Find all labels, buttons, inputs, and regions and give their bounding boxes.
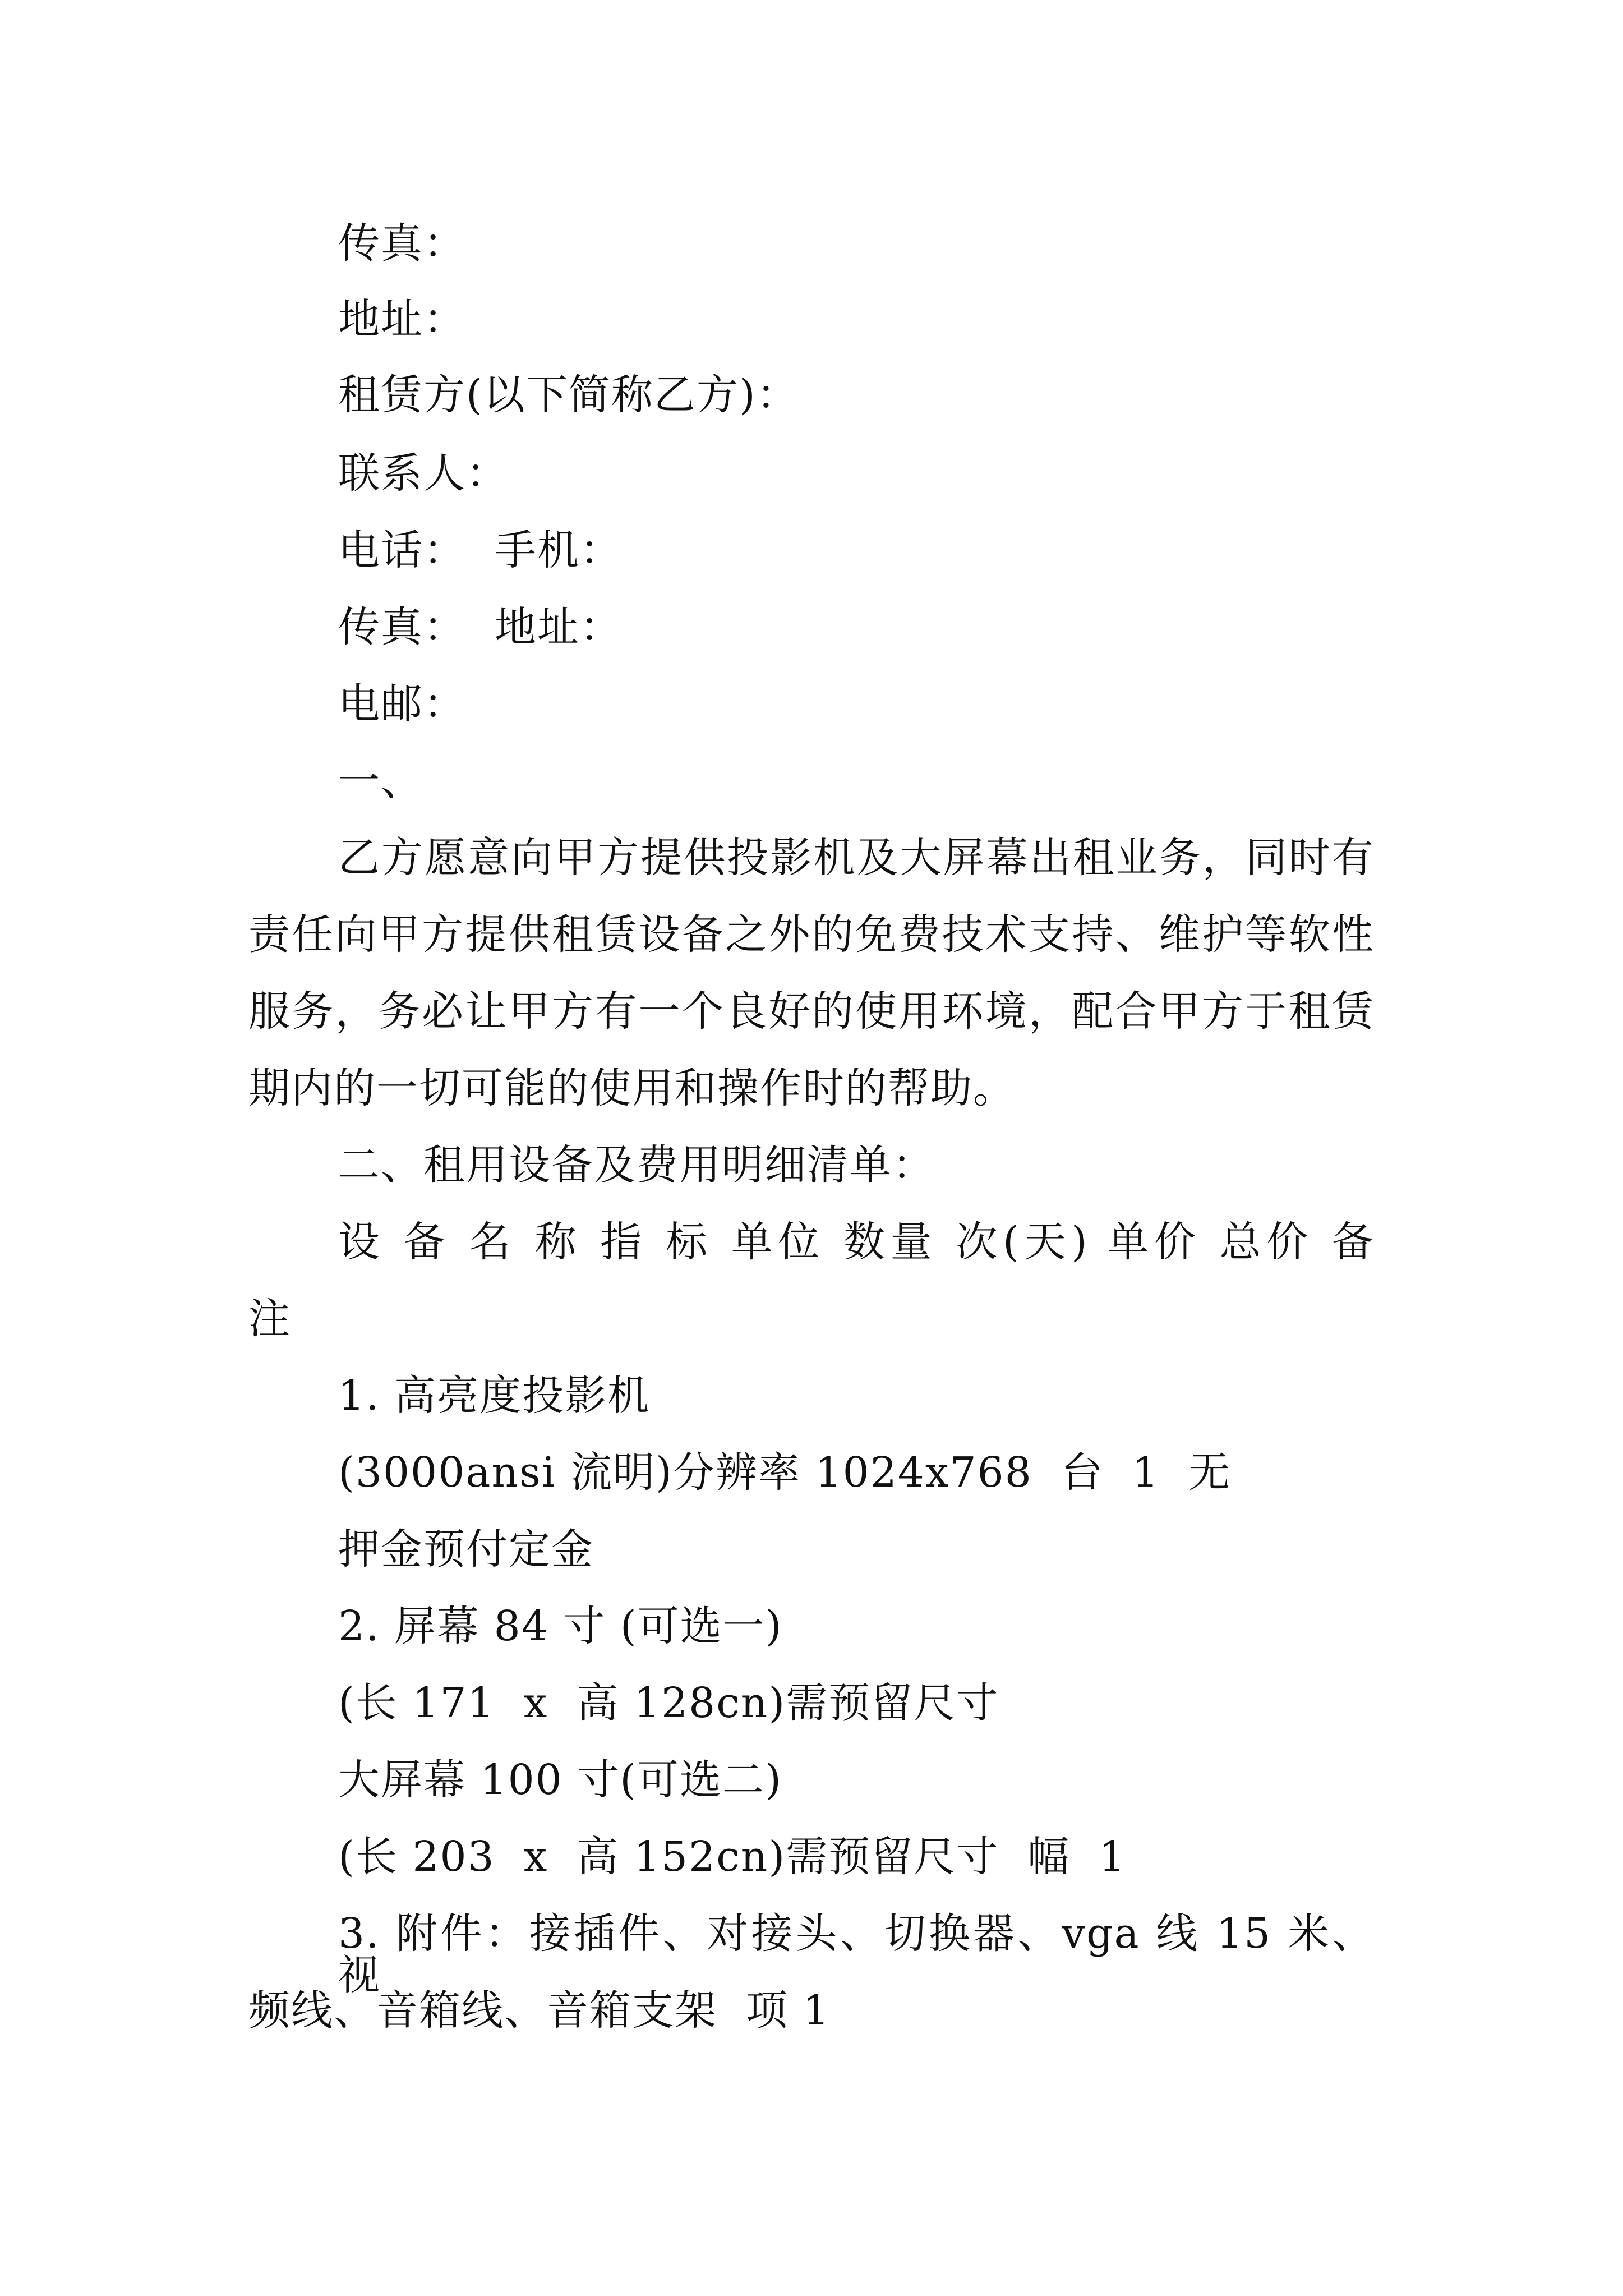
fax-address-label: 传真： 地址：: [338, 603, 623, 651]
table-header-line: 设 备 名 称 指 标 单位 数量 次(天) 单价 总价 备: [338, 1218, 1375, 1266]
phone-mobile-label: 电话： 手机：: [338, 526, 623, 574]
table-header-line: 注: [248, 1295, 291, 1343]
email-label: 电邮：: [338, 680, 466, 728]
contact-person-label: 联系人：: [338, 449, 509, 498]
paragraph-line: 期内的一切可能的使用和操作时的帮助。: [248, 1064, 1016, 1112]
item-line: (长 203 x 高 152cn)需预留尺寸 幅 1: [338, 1833, 1127, 1881]
item-line: 3. 附件：接插件、对接头、切换器、vga 线 15 米、视: [338, 1910, 1375, 1999]
item-line: 押金预付定金: [338, 1525, 594, 1573]
paragraph-line: 服务，务必让甲方有一个良好的使用环境，配合甲方于租赁: [248, 987, 1375, 1036]
item-line: 1. 高亮度投影机: [338, 1372, 651, 1420]
item-line: 大屏幕 100 寸(可选二): [338, 1756, 783, 1804]
item-line: (长 171 x 高 128cn)需预留尺寸: [338, 1679, 999, 1727]
lessee-heading: 租赁方(以下简称乙方)：: [338, 371, 799, 419]
item-line: 2. 屏幕 84 寸 (可选一): [338, 1602, 783, 1650]
item-line: (3000ansi 流明)分辨率 1024x768 台 1 无: [338, 1448, 1232, 1497]
fax-label: 传真：: [338, 219, 466, 268]
item-line: 频线、音箱线、音箱支架 项 1: [248, 1986, 831, 2035]
address-label: 地址：: [338, 295, 466, 343]
section-one-heading: 一、: [338, 757, 423, 805]
paragraph-line: 责任向甲方提供租赁设备之外的免费技术支持、维护等软性: [248, 910, 1375, 959]
paragraph-line: 乙方愿意向甲方提供投影机及大屏幕出租业务，同时有: [338, 834, 1375, 882]
section-two-heading: 二、租用设备及费用明细清单：: [338, 1141, 935, 1189]
